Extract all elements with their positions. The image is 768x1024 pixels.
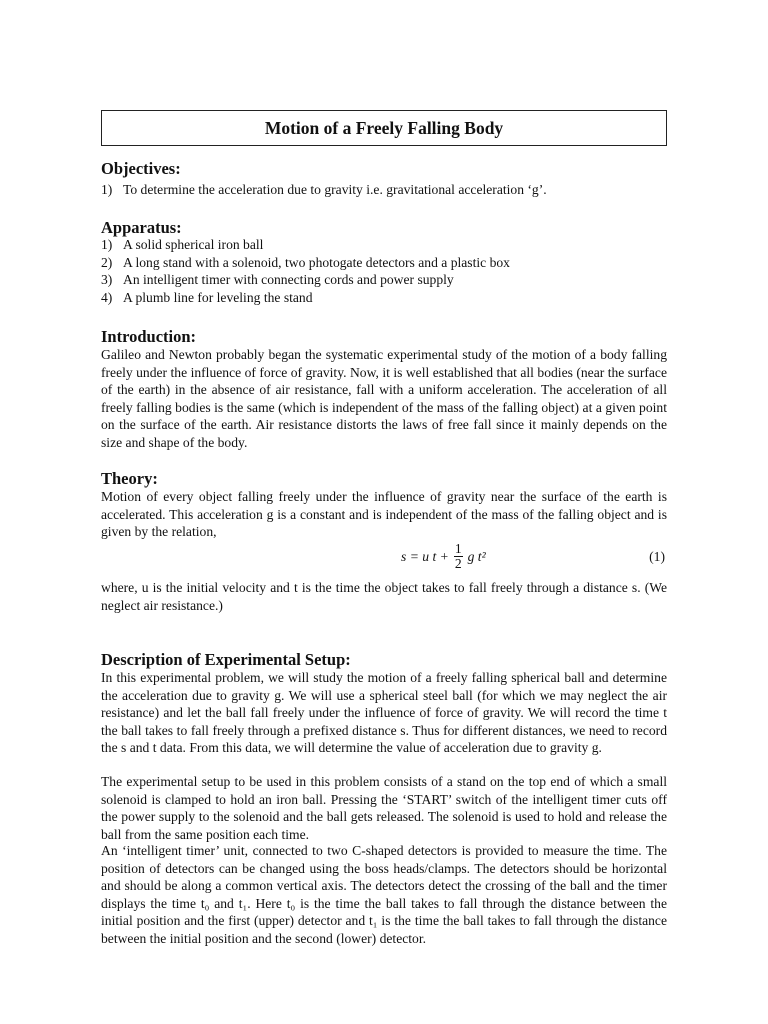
theory-text-1: Motion of every object falling freely under the influence of gravity near the surface of the earth is accelerated. This acceleration g is a constant and is independent of the mass of the falling object and is given by the relation,	[101, 489, 667, 539]
title-box	[101, 110, 667, 146]
theory-text-2: where, u is the initial velocity and t is the time the object takes to fall freely through a distance s. (We neglect air resistance.)	[101, 580, 667, 613]
equation	[401, 542, 486, 571]
list-item: 4) A plumb line for leveling the stand	[101, 289, 313, 305]
page-title: Motion of a Freely Falling Body	[264, 117, 504, 138]
equation-fraction: $\frac{1}{2}$	[454, 541, 462, 571]
setup-paragraph-2: The experimental setup to be used in this problem consists of a stand on the top end of which a small solenoid is clamped to hold an iron ball. Pressing the ‘START’ switch of the intelligent timer cuts off the power supply to the solenoid and the ball gets released. The solenoid is used to hold and release the ball from the same position each time.	[101, 774, 667, 842]
list-item: 3) An intelligent timer with connecting cords and power supply	[101, 272, 454, 287]
objectives-heading: Objectives:	[101, 159, 181, 178]
apparatus-list	[101, 236, 510, 306]
list-item: 2) A long stand with a solenoid, two photogate detectors and a plastic box	[101, 254, 510, 270]
apparatus-heading: Apparatus:	[101, 218, 182, 237]
equation-rhs: g t²	[467, 548, 486, 564]
objectives-list	[101, 181, 547, 199]
list-item: 1) To determine the acceleration due to gravity i.e. gravitational acceleration ‘g’.	[101, 182, 547, 197]
theory-heading: Theory:	[101, 469, 158, 488]
equation-number: (1)	[649, 549, 665, 564]
setup-paragraph-3: An ‘intelligent timer’ unit, connected to two C-shaped detectors is provided to measure the time. The position of detectors can be changed using the boss heads/clamps. The detectors should be horizontal and should be along a common vertical axis. The detectors detect the crossing of the ball and the timer displays the time t₀ and t₁. Here t₀ is the time the ball takes to fall through the distance between the initial position and the first (upper) detector and t₁ is the time the ball takes to fall through the distance between the initial position and the second (lower) detector.	[101, 843, 667, 946]
setup-paragraph-1: In this experimental problem, we will study the motion of a freely falling spherical ball and determine the acceleration due to gravity g. We will use a spherical steel ball (for which we may neglect the air resistance) and let the ball fall freely under the influence of force of gravity. We will record the time t the ball takes to fall freely through a prefixed distance s. Thus for different distances, we need to record the s and t data. From this data, we will determine the value of acceleration due to gravity g.	[101, 670, 667, 755]
introduction-heading: Introduction:	[101, 327, 197, 346]
introduction-text: Galileo and Newton probably began the systematic experimental study of the motion of a body falling freely under the influence of force of gravity. Now, it is well established that all bodies (near the surface of the earth) in the absence of air resistance, fall with a uniform acceleration. The acceleration of all freely falling bodies is the same (which is independent of the mass of the falling object) at a given point on the surface of the earth. Air resistance distorts the laws of free fall since it mainly depends on the size and shape of the body.	[101, 347, 667, 450]
setup-heading: Description of Experimental Setup:	[101, 650, 351, 669]
list-item: 1) A solid spherical iron ball	[101, 237, 264, 252]
equation-lhs: s = u t +	[401, 548, 449, 564]
